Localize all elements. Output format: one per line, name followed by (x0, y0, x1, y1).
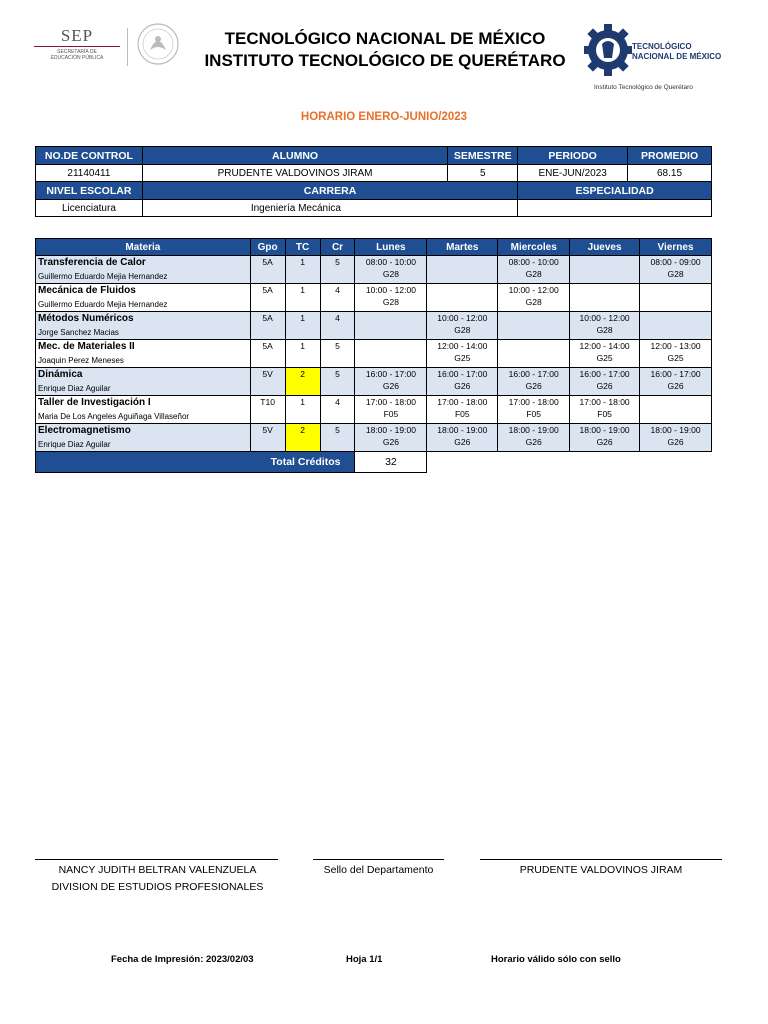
room: G25 (454, 353, 471, 363)
time-slot: 17:00 - 18:00 (579, 397, 630, 407)
cr-cell: 5 (320, 256, 355, 284)
student-info-table (35, 146, 712, 217)
tc-cell: 1 (285, 340, 320, 368)
day-cell-viernes (640, 424, 712, 452)
materia-name: Mec. de Materiales II (38, 341, 135, 352)
room: G26 (382, 437, 399, 447)
signature-right-name: PRUDENTE VALDOVINOS JIRAM (519, 864, 683, 876)
day-cell-viernes (640, 340, 712, 368)
gpo-cell: T10 (250, 396, 285, 424)
materia-name: Métodos Numéricos (38, 313, 134, 324)
day-cell-lunes (355, 368, 427, 396)
room: G26 (667, 437, 684, 447)
print-date: Fecha de Impresión: 2023/02/03 (111, 954, 254, 965)
materia-cell (36, 424, 251, 452)
header-title-line2: INSTITUTO TECNOLÓGICO DE QUERÉTARO (204, 51, 566, 70)
tc-cell: 2 (285, 368, 320, 396)
sep-logo-sub2: EDUCACIÓN PÚBLICA (50, 55, 104, 61)
schedule-row (36, 312, 712, 340)
profesor-name: Joaquin Perez Meneses (38, 356, 124, 365)
time-slot: 16:00 - 17:00 (437, 369, 488, 379)
materia-cell (36, 312, 251, 340)
alumno-value: PRUDENTE VALDOVINOS JIRAM (142, 165, 447, 182)
day-cell-miercoles (498, 368, 570, 396)
day-cell-martes (427, 368, 498, 396)
profesor-name: Guillermo Eduardo Mejia Hernandez (38, 272, 168, 281)
materia-cell (36, 284, 251, 312)
gpo-cell: 5V (250, 368, 285, 396)
day-cell-miercoles (498, 284, 570, 312)
time-slot: 10:00 - 12:00 (508, 285, 559, 295)
materia-name: Mecánica de Fluidos (38, 285, 136, 296)
header-alumno: ALUMNO (142, 147, 447, 165)
schedule-row (36, 340, 712, 368)
time-slot: 17:00 - 18:00 (437, 397, 488, 407)
total-row (36, 452, 712, 473)
promedio-value: 68.15 (628, 165, 712, 182)
day-cell-martes (427, 340, 498, 368)
day-cell-martes (427, 284, 498, 312)
tc-cell: 1 (285, 312, 320, 340)
schedule-row (36, 396, 712, 424)
room: G28 (382, 297, 399, 307)
time-slot: 18:00 - 19:00 (579, 425, 630, 435)
room: G26 (596, 381, 613, 391)
profesor-name: Jorge Sanchez Macias (38, 328, 119, 337)
day-cell-miercoles (498, 340, 570, 368)
header-title-line1: TECNOLÓGICO NACIONAL DE MÉXICO (224, 29, 546, 48)
header-semestre: SEMESTRE (448, 147, 518, 165)
no-control-value: 21140411 (36, 165, 143, 182)
day-cell-martes (427, 312, 498, 340)
time-slot: 18:00 - 19:00 (365, 425, 416, 435)
signature-line-left (35, 859, 278, 860)
day-cell-lunes (355, 340, 427, 368)
col-materia: Materia (36, 239, 251, 256)
time-slot: 16:00 - 17:00 (579, 369, 630, 379)
tc-cell: 2 (285, 424, 320, 452)
materia-name: Taller de Investigación I (38, 397, 151, 408)
time-slot: 08:00 - 10:00 (365, 257, 416, 267)
day-cell-martes (427, 396, 498, 424)
signature-left-name: NANCY JUDITH BELTRAN VALENZUELA (58, 864, 257, 876)
day-cell-lunes (355, 256, 427, 284)
time-slot: 10:00 - 12:00 (365, 285, 416, 295)
time-slot: 12:00 - 14:00 (437, 341, 488, 351)
time-slot: 10:00 - 12:00 (579, 313, 630, 323)
materia-cell (36, 340, 251, 368)
day-cell-miercoles (498, 256, 570, 284)
gpo-cell: 5A (250, 340, 285, 368)
tecnm-logo-line2: NACIONAL DE MÉXICO (632, 52, 722, 61)
gpo-cell: 5A (250, 256, 285, 284)
day-cell-lunes (355, 424, 427, 452)
signature-line-center (313, 859, 444, 860)
schedule-row (36, 256, 712, 284)
schedule-row (36, 424, 712, 452)
room: G28 (525, 297, 542, 307)
day-cell-viernes (640, 256, 712, 284)
time-slot: 08:00 - 09:00 (650, 257, 701, 267)
day-cell-miercoles (498, 312, 570, 340)
room: G26 (382, 381, 399, 391)
cr-cell: 4 (320, 312, 355, 340)
day-cell-jueves (570, 256, 640, 284)
time-slot: 16:00 - 17:00 (508, 369, 559, 379)
room: F05 (526, 409, 542, 419)
page-number: Hoja 1/1 (346, 954, 383, 965)
col-miercoles: Miercoles (498, 239, 570, 256)
periodo-value: ENE-JUN/2023 (518, 165, 628, 182)
day-cell-jueves (570, 396, 640, 424)
cr-cell: 5 (320, 340, 355, 368)
total-creditos-value: 32 (355, 452, 427, 473)
room: G26 (596, 437, 613, 447)
profesor-name: Enrique Diaz Aguilar (38, 384, 111, 393)
gpo-cell: 5A (250, 284, 285, 312)
signature-left-title: DIVISION DE ESTUDIOS PROFESIONALES (51, 881, 264, 893)
col-viernes: Viernes (640, 239, 712, 256)
room: G26 (667, 381, 684, 391)
room: G28 (525, 269, 542, 279)
schedule-row (36, 284, 712, 312)
day-cell-martes (427, 256, 498, 284)
cr-cell: 4 (320, 396, 355, 424)
time-slot: 18:00 - 19:00 (437, 425, 488, 435)
signature-line-right (480, 859, 722, 860)
col-tc: TC (285, 239, 320, 256)
header-especialidad: ESPECIALIDAD (518, 182, 712, 200)
gpo-cell: 5A (250, 312, 285, 340)
room: G26 (525, 381, 542, 391)
cr-cell: 4 (320, 284, 355, 312)
profesor-name: Enrique Diaz Aguilar (38, 440, 111, 449)
room: G26 (454, 437, 471, 447)
tecnm-gear-icon (584, 20, 632, 86)
tecnm-logo-line1: TECNOLÓGICO (632, 42, 692, 51)
day-cell-jueves (570, 312, 640, 340)
time-slot: 16:00 - 17:00 (365, 369, 416, 379)
room: G28 (667, 269, 684, 279)
cr-cell: 5 (320, 424, 355, 452)
day-cell-viernes (640, 368, 712, 396)
especialidad-value (518, 200, 712, 217)
schedule-header-row (36, 239, 712, 256)
day-cell-viernes (640, 396, 712, 424)
header-promedio: PROMEDIO (628, 147, 712, 165)
time-slot: 17:00 - 18:00 (365, 397, 416, 407)
total-creditos-label: Total Créditos (36, 452, 355, 473)
day-cell-miercoles (498, 396, 570, 424)
nivel-escolar-value: Licenciatura (36, 200, 143, 217)
sep-logo-acronym: SEP (60, 26, 94, 45)
schedule-row (36, 368, 712, 396)
signature-center-label: Sello del Departamento (323, 864, 434, 876)
time-slot: 08:00 - 10:00 (508, 257, 559, 267)
schedule-table (35, 238, 712, 473)
header-no-control: NO.DE CONTROL (36, 147, 143, 165)
materia-name: Electromagnetismo (38, 425, 131, 436)
room: G26 (454, 381, 471, 391)
day-cell-miercoles (498, 424, 570, 452)
time-slot: 16:00 - 17:00 (650, 369, 701, 379)
room: F05 (454, 409, 470, 419)
sep-logo-sub1: SECRETARÍA DE (57, 49, 97, 55)
materia-cell (36, 256, 251, 284)
header-periodo: PERIODO (518, 147, 628, 165)
day-cell-lunes (355, 312, 427, 340)
tc-cell: 1 (285, 396, 320, 424)
time-slot: 12:00 - 13:00 (650, 341, 701, 351)
day-cell-martes (427, 424, 498, 452)
time-slot: 17:00 - 18:00 (508, 397, 559, 407)
day-cell-viernes (640, 284, 712, 312)
room: F05 (383, 409, 399, 419)
tc-cell: 1 (285, 256, 320, 284)
profesor-name: Guillermo Eduardo Mejia Hernandez (38, 300, 168, 309)
header-nivel-escolar: NIVEL ESCOLAR (36, 182, 143, 200)
tecnm-logo-caption: Instituto Tecnológico de Querétaro (594, 84, 693, 91)
day-cell-lunes (355, 284, 427, 312)
tc-cell: 1 (285, 284, 320, 312)
materia-name: Dinámica (38, 369, 83, 380)
room: G25 (596, 353, 613, 363)
materia-cell (36, 368, 251, 396)
cr-cell: 5 (320, 368, 355, 396)
header-carrera: CARRERA (142, 182, 517, 200)
semestre-value: 5 (448, 165, 518, 182)
gpo-cell: 5V (250, 424, 285, 452)
materia-name: Transferencia de Calor (38, 257, 146, 268)
tecnm-logo (584, 20, 722, 98)
room: G25 (667, 353, 684, 363)
col-cr: Cr (320, 239, 355, 256)
profesor-name: Maria De Los Angeles Aguiñaga Villaseñor (38, 412, 190, 421)
materia-cell (36, 396, 251, 424)
time-slot: 12:00 - 14:00 (579, 341, 630, 351)
schedule-title: HORARIO ENERO-JUNIO/2023 (300, 111, 468, 123)
room: G28 (454, 325, 471, 335)
time-slot: 18:00 - 19:00 (650, 425, 701, 435)
room: G26 (525, 437, 542, 447)
col-lunes: Lunes (355, 239, 427, 256)
time-slot: 18:00 - 19:00 (508, 425, 559, 435)
col-martes: Martes (427, 239, 498, 256)
validity-note: Horario válido sólo con sello (491, 954, 621, 965)
day-cell-lunes (355, 396, 427, 424)
day-cell-jueves (570, 368, 640, 396)
room: G28 (596, 325, 613, 335)
day-cell-jueves (570, 340, 640, 368)
col-jueves: Jueves (570, 239, 640, 256)
carrera-value: Ingeniería Mecánica (142, 200, 517, 217)
col-gpo: Gpo (250, 239, 285, 256)
room: G28 (382, 269, 399, 279)
day-cell-jueves (570, 424, 640, 452)
day-cell-viernes (640, 312, 712, 340)
time-slot: 10:00 - 12:00 (437, 313, 488, 323)
day-cell-jueves (570, 284, 640, 312)
room: F05 (597, 409, 612, 419)
